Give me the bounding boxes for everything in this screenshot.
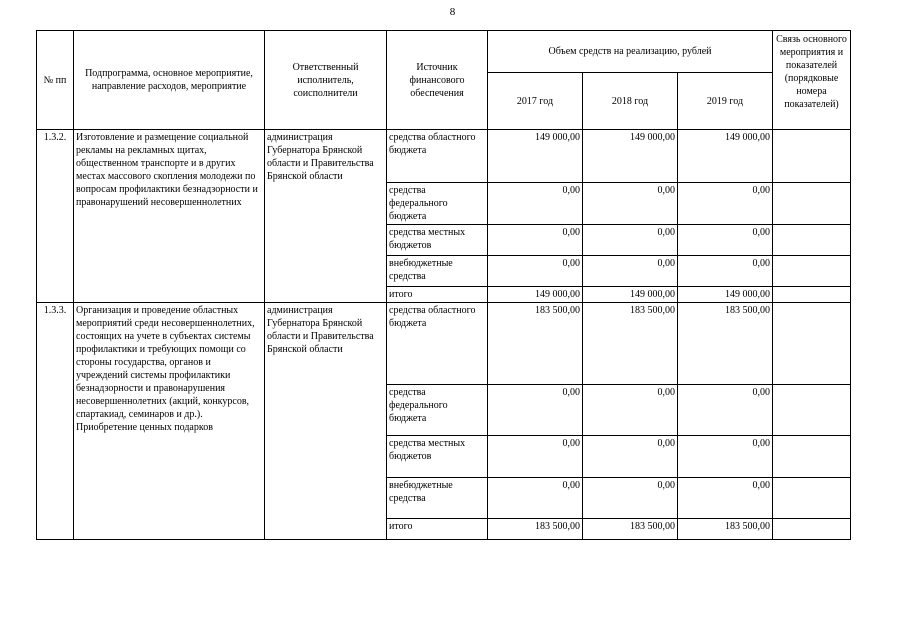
value-2019: 183 500,00 [678,303,773,385]
link-cell [773,478,851,519]
table-row [37,130,851,183]
link-cell [773,130,851,183]
row-responsible: администрация Губернатора Брянской области и Правительства Брянской области [265,303,387,540]
header-link: Связь основного мероприятия и показателей (порядковые номера показателей) [773,31,851,130]
source-name: средства федерального бюджета [387,183,488,225]
row-program: Организация и проведение областных мероприятий среди несовершеннолетних, состоящих на учете в субъектах системы профилактики и требующих помощи со стороны государства, органов и учреждений системы профилактики безнадзорности и правонарушения несовершеннолетних (акций, конкурсов, спартакиад, семинаров и др.). Приобретение ценных подарков [74,303,265,540]
source-name: средства федерального бюджета [387,385,488,436]
header-year-2019: 2019 год [678,73,773,130]
value-2018: 0,00 [583,256,678,287]
value-2018: 183 500,00 [583,519,678,540]
value-2019: 0,00 [678,225,773,256]
value-2019: 0,00 [678,385,773,436]
value-2018: 183 500,00 [583,303,678,385]
value-2019: 0,00 [678,478,773,519]
value-2018: 0,00 [583,436,678,478]
row-id: 1.3.3. [37,303,74,540]
value-2017: 183 500,00 [488,303,583,385]
value-2017: 149 000,00 [488,287,583,303]
source-name: средства местных бюджетов [387,436,488,478]
source-name: внебюджетные средства [387,256,488,287]
value-2018: 0,00 [583,478,678,519]
page-number: 8 [449,6,456,18]
source-name: внебюджетные средства [387,478,488,519]
value-2017: 0,00 [488,385,583,436]
header-program: Подпрограмма, основное мероприятие, направление расходов, мероприятие [74,31,265,130]
link-cell [773,303,851,385]
source-name: итого [387,519,488,540]
budget-table [36,30,851,540]
value-2017: 0,00 [488,478,583,519]
header-num: № пп [37,31,74,130]
value-2017: 0,00 [488,225,583,256]
source-name: средства областного бюджета [387,303,488,385]
value-2018: 149 000,00 [583,287,678,303]
value-2017: 0,00 [488,183,583,225]
link-cell [773,519,851,540]
link-cell [773,225,851,256]
value-2019: 149 000,00 [678,130,773,183]
header-volume: Объем средств на реализацию, рублей [488,31,773,73]
value-2018: 149 000,00 [583,130,678,183]
value-2019: 183 500,00 [678,519,773,540]
value-2019: 0,00 [678,183,773,225]
link-cell [773,183,851,225]
row-id: 1.3.2. [37,130,74,303]
value-2019: 0,00 [678,256,773,287]
source-name: средства местных бюджетов [387,225,488,256]
value-2018: 0,00 [583,225,678,256]
value-2017: 183 500,00 [488,519,583,540]
value-2017: 0,00 [488,256,583,287]
row-program: Изготовление и размещение социальной рекламы на рекламных щитах, общественном транспорте и в других местах массового скопления молодежи по вопросам профилактики безнадзорности и правонарушений несовершеннолетних [74,130,265,303]
value-2018: 0,00 [583,385,678,436]
source-name: итого [387,287,488,303]
header-source: Источник финансового обеспечения [387,31,488,130]
link-cell [773,256,851,287]
value-2017: 149 000,00 [488,130,583,183]
header-responsible: Ответственный исполнитель, соисполнители [265,31,387,130]
value-2018: 0,00 [583,183,678,225]
value-2019: 0,00 [678,436,773,478]
value-2019: 149 000,00 [678,287,773,303]
table-row [37,303,851,385]
source-name: средства областного бюджета [387,130,488,183]
link-cell [773,385,851,436]
row-responsible: администрация Губернатора Брянской области и Правительства Брянской области [265,130,387,303]
header-year-2018: 2018 год [583,73,678,130]
value-2017: 0,00 [488,436,583,478]
header-year-2017: 2017 год [488,73,583,130]
link-cell [773,436,851,478]
link-cell [773,287,851,303]
